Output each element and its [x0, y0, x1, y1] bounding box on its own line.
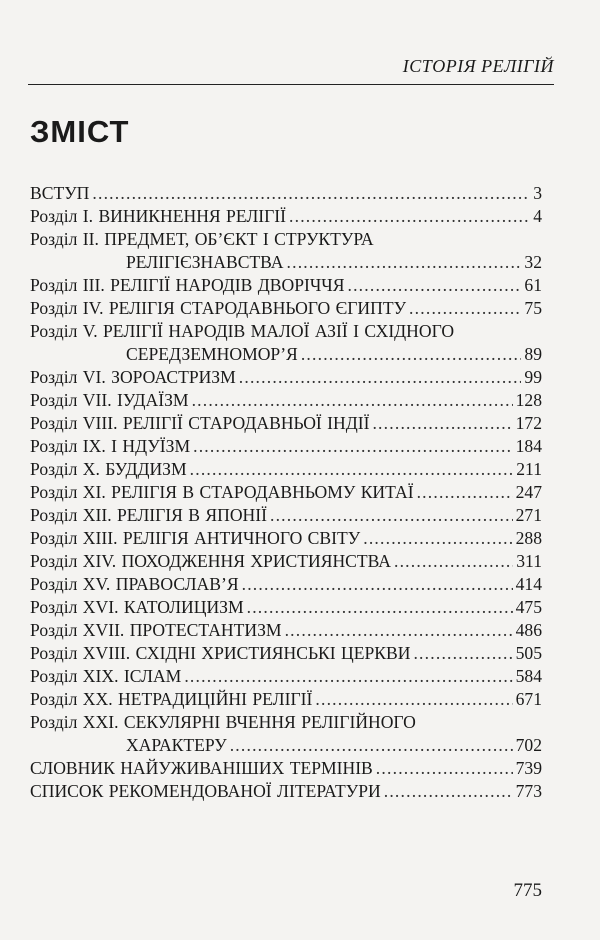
toc-entry-label: Розділ VI. ЗОРОАСТРИЗМ: [30, 367, 236, 387]
toc-leader-dots: [394, 550, 513, 573]
toc-entry-page: 75: [524, 298, 542, 318]
toc-entry-page: 311: [516, 551, 542, 571]
toc-entry-label: Розділ ІІІ. РЕЛІГІЇ НАРОДІВ ДВОРІЧЧЯ: [30, 275, 345, 295]
toc-entry: [30, 573, 542, 596]
toc-entry-continuation: ХАРАКТЕРУ: [126, 735, 227, 755]
toc-leader-dots: [239, 366, 522, 389]
toc-entry-label: Розділ XIX. ІСЛАМ: [30, 666, 182, 686]
toc-entry-page: 61: [524, 275, 542, 295]
toc-entry: [30, 734, 542, 757]
toc-entry-continuation: СЕРЕДЗЕМНОМОР’Я: [126, 344, 298, 364]
toc-entry-page: 486: [515, 620, 542, 640]
toc-leader-dots: [190, 458, 514, 481]
toc-leader-dots: [192, 389, 513, 412]
toc-leader-dots: [413, 642, 512, 665]
toc-entry-page: 4: [533, 206, 542, 226]
toc-entry: [30, 550, 542, 573]
toc-entry-page: 475: [515, 597, 542, 617]
toc-entry: [30, 688, 542, 711]
toc-entry-continuation: РЕЛІГІЄЗНАВСТВА: [126, 252, 284, 272]
toc-entry: [30, 343, 542, 366]
toc-leader-dots: [347, 274, 521, 297]
toc-entry: [30, 182, 542, 205]
running-head: ІСТОРІЯ РЕЛІГІЙ: [402, 56, 554, 76]
toc-entry-label: Розділ XV. ПРАВОСЛАВ’Я: [30, 574, 239, 594]
toc-entry-label: Розділ XX. НЕТРАДИЦІЙНІ РЕЛІГІЇ: [30, 689, 313, 709]
toc-leader-dots: [315, 688, 512, 711]
toc-leader-dots: [289, 205, 530, 228]
toc-entry-label: ВСТУП: [30, 183, 90, 203]
toc-entry: [30, 251, 542, 274]
toc-entry-page: 32: [524, 252, 542, 272]
toc-entry-label: Розділ XIII. РЕЛІГІЯ АНТИЧНОГО СВІТУ: [30, 528, 361, 548]
toc-entry: [30, 366, 542, 389]
page-title: ЗМІСТ: [30, 114, 130, 149]
toc-entry: [30, 412, 542, 435]
toc-entry-page: 99: [524, 367, 542, 387]
toc-entry-page: 414: [515, 574, 542, 594]
table-of-contents: [30, 182, 542, 803]
toc-leader-dots: [384, 780, 513, 803]
toc-entry: [30, 757, 542, 780]
toc-leader-dots: [270, 504, 513, 527]
toc-entry-label: Розділ XVI. КАТОЛИЦИЗМ: [30, 597, 244, 617]
toc-entry: [30, 481, 542, 504]
toc-entry-page: 505: [515, 643, 542, 663]
toc-leader-dots: [301, 343, 522, 366]
toc-entry: [30, 435, 542, 458]
toc-entry-label: Розділ XVII. ПРОТЕСТАНТИЗМ: [30, 620, 282, 640]
toc-entry-page: 211: [516, 459, 542, 479]
toc-entry-page: 773: [515, 781, 542, 801]
toc-entry-page: 702: [515, 735, 542, 755]
toc-entry-page: 247: [515, 482, 542, 502]
toc-entry-label: СПИСОК РЕКОМЕНДОВАНОЇ ЛІТЕРАТУРИ: [30, 781, 381, 801]
toc-leader-dots: [193, 435, 513, 458]
toc-entry: [30, 527, 542, 550]
toc-entry-label: Розділ І. ВИНИКНЕННЯ РЕЛІГІЇ: [30, 206, 287, 226]
toc-entry-page: 288: [515, 528, 542, 548]
toc-leader-dots: [372, 412, 512, 435]
toc-leader-dots: [247, 596, 513, 619]
toc-entry-label: Розділ VIII. РЕЛІГІЇ СТАРОДАВНЬОЇ ІНДІЇ: [30, 413, 370, 433]
toc-leader-dots: [285, 619, 513, 642]
toc-entry-label: Розділ ІІ. ПРЕДМЕТ, ОБ’ЄКТ І СТРУКТУРА: [30, 229, 374, 249]
toc-entry: [30, 458, 542, 481]
toc-entry: [30, 504, 542, 527]
toc-entry-page: 89: [524, 344, 542, 364]
toc-entry: [30, 780, 542, 803]
toc-entry-page: 671: [515, 689, 542, 709]
toc-leader-dots: [376, 757, 513, 780]
toc-leader-dots: [184, 665, 512, 688]
toc-entry: [30, 297, 542, 320]
toc-entry-label: СЛОВНИК НАЙУЖИВАНІШИХ ТЕРМІНІВ: [30, 758, 373, 778]
toc-entry-page: 739: [515, 758, 542, 778]
toc-entry-label: Розділ V. РЕЛІГІЇ НАРОДІВ МАЛОЇ АЗІЇ І СХІДНОГО: [30, 321, 455, 341]
page-number: 775: [513, 880, 542, 901]
toc-entry-page: 584: [515, 666, 542, 686]
toc-entry-label: Розділ IV. РЕЛІГІЯ СТАРОДАВНЬОГО ЄГИПТУ: [30, 298, 407, 318]
toc-leader-dots: [92, 182, 530, 205]
toc-entry: [30, 205, 542, 228]
toc-entry: [30, 389, 542, 412]
toc-entry-page: 271: [515, 505, 542, 525]
toc-entry-page: 184: [515, 436, 542, 456]
toc-leader-dots: [409, 297, 521, 320]
toc-entry: [30, 596, 542, 619]
toc-entry: [30, 619, 542, 642]
toc-leader-dots: [230, 734, 513, 757]
header-rule: [28, 84, 554, 85]
toc-entry-label: Розділ XII. РЕЛІГІЯ В ЯПОНІЇ: [30, 505, 267, 525]
toc-entry-label: Розділ XIV. ПОХОДЖЕННЯ ХРИСТИЯНСТВА: [30, 551, 391, 571]
toc-entry-label: Розділ XXI. СЕКУЛЯРНІ ВЧЕННЯ РЕЛІГІЙНОГО: [30, 712, 416, 732]
toc-entry-page: 3: [533, 183, 542, 203]
toc-leader-dots: [287, 251, 522, 274]
toc-entry-label: Розділ XI. РЕЛІГІЯ В СТАРОДАВНЬОМУ КИТАЇ: [30, 482, 414, 502]
toc-leader-dots: [363, 527, 512, 550]
toc-entry-label: Розділ X. БУДДИЗМ: [30, 459, 187, 479]
toc-entry: [30, 642, 542, 665]
toc-entry-page: 172: [515, 413, 542, 433]
toc-leader-dots: [242, 573, 513, 596]
toc-entry-label: Розділ ІХ. І НДУЇЗМ: [30, 436, 191, 456]
toc-entry-label: Розділ XVIII. СХІДНІ ХРИСТИЯНСЬКІ ЦЕРКВИ: [30, 643, 411, 663]
toc-entry-page: 128: [515, 390, 542, 410]
toc-entry-label: Розділ VII. ІУДАЇЗМ: [30, 390, 189, 410]
toc-leader-dots: [417, 481, 513, 504]
toc-entry: [30, 665, 542, 688]
toc-entry: [30, 274, 542, 297]
